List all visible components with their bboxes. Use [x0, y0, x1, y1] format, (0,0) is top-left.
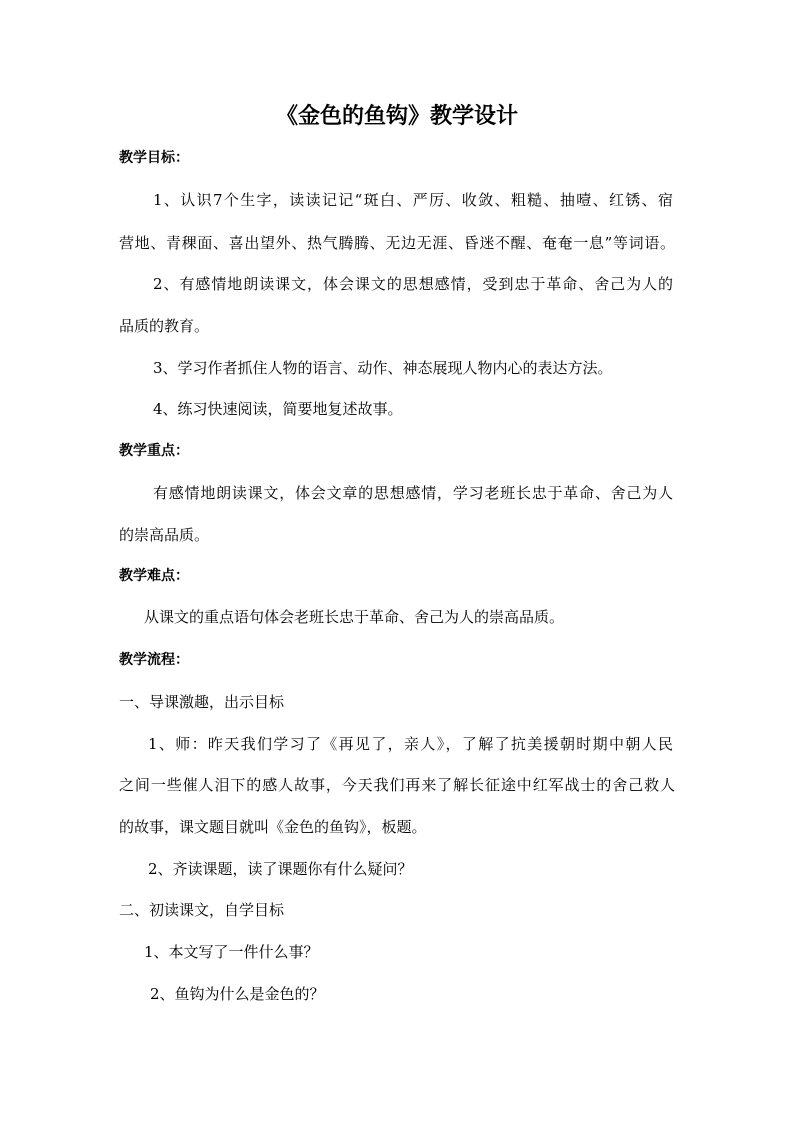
section-heading: 一、导课激趣，出示目标 — [119, 693, 285, 711]
paragraph-line: 1、本文写了一件什么事？ — [144, 943, 319, 961]
document-title: 《金色的鱼钩》教学设计 — [275, 104, 518, 129]
paragraph-line: 2、有感情地朗读课文，体会课文的思想感情，受到忠于革命、舍己为人的 — [153, 275, 673, 293]
paragraph-line: 2、齐读课题，读了课题你有什么疑问？ — [148, 860, 413, 878]
paragraph-line: 从课文的重点语句体会老班长忠于革命、舍己为人的崇高品质。 — [144, 608, 565, 626]
heading-process: 教学流程： — [119, 652, 189, 668]
paragraph-line: 有感情地朗读课文，体会文章的思想感情，学习老班长忠于革命、舍己为人 — [153, 484, 673, 502]
paragraph-line: 1、师：昨天我们学习了《再见了，亲人》，了解了抗美援朝时期中朝人民 — [148, 735, 673, 753]
heading-difficulties: 教学难点： — [119, 568, 189, 584]
section-heading: 二、初读课文，自学目标 — [119, 901, 285, 919]
heading-objectives: 教学目标： — [119, 150, 189, 166]
paragraph-line: 4、练习快速阅读，简要地复述故事。 — [153, 400, 403, 418]
paragraph-line: 1、认识7个生字，读读记记“斑白、严厉、收敛、粗糙、抽噎、红锈、宿 — [153, 191, 673, 209]
paragraph-line: 的崇高品质。 — [119, 526, 210, 544]
paragraph-line: 之间一些催人泪下的感人故事，今天我们再来了解长征途中红军战士的舍己救人 — [119, 776, 675, 794]
paragraph-line: 营地、青稞面、喜出望外、热气腾腾、无边无涯、昏迷不醒、奄奄一息”等词语。 — [119, 234, 675, 252]
heading-key-points: 教学重点： — [119, 443, 189, 459]
paragraph-line: 的故事，课文题目就叫《金色的鱼钩》，板题。 — [119, 818, 427, 836]
paragraph-line: 品质的教育。 — [119, 317, 210, 335]
paragraph-line: 3、学习作者抓住人物的语言、动作、神态展现人物内心的表达方法。 — [153, 359, 613, 377]
paragraph-line: 2、鱼钩为什么是金色的？ — [150, 985, 325, 1003]
